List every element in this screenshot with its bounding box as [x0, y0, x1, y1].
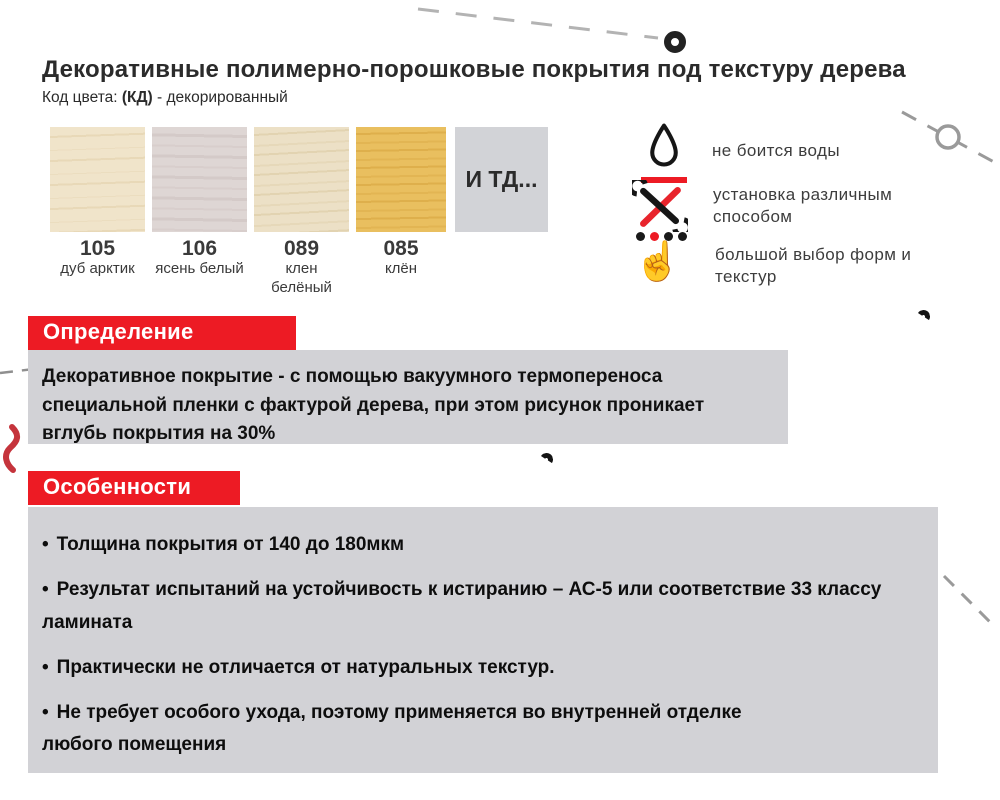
feature-bullet: • Толщина покрытия от 140 до 180мкм	[42, 529, 922, 561]
donut-dot-decoration	[664, 31, 686, 53]
feature-bullet: • Результат испытаний на устойчивость к истиранию – АС-5 или соответствие 33 классу ламината	[42, 574, 922, 639]
swatch-name: дуб арктик	[60, 260, 135, 278]
feature-label: установка различным способом	[713, 185, 893, 227]
wood-swatch-089	[254, 127, 349, 232]
swatch-caption	[152, 237, 247, 279]
feature-choice-of-forms	[634, 230, 945, 288]
feature-label: не боится воды	[712, 141, 840, 160]
dashed-line-decoration-top	[412, 0, 664, 46]
swatch-caption	[254, 237, 349, 298]
definition-heading: Определение	[28, 316, 296, 350]
selection-dots	[636, 232, 687, 241]
color-code-subtitle	[42, 89, 288, 107]
wood-swatch-085	[356, 127, 446, 232]
swatch-caption	[50, 237, 145, 279]
features-heading: Особенности	[28, 471, 240, 505]
wood-swatch-106	[152, 127, 247, 232]
swatch-code: 105	[79, 237, 116, 260]
etc-swatch-placeholder	[455, 127, 548, 232]
swatch-code: 106	[181, 237, 218, 260]
pointing-hand-icon	[634, 230, 687, 281]
swatch-caption	[356, 237, 446, 279]
comma-decoration	[916, 309, 931, 324]
swatch-name: ясень белый	[155, 260, 244, 278]
crossed-tools-icon	[632, 180, 688, 237]
feature-bullet: • Не требует особого ухода, поэтому применяется во внутренней отделке любого помещения	[42, 697, 782, 762]
red-squiggle-decoration	[1, 424, 29, 474]
feature-label: большой выбор форм и текстур	[715, 245, 912, 287]
dashed-line-decoration-bottom-right	[938, 566, 1000, 634]
swatch-code: 089	[283, 237, 320, 260]
feature-installation	[632, 180, 933, 237]
features-box	[28, 507, 938, 773]
definition-box	[28, 350, 788, 444]
comma-decoration	[539, 452, 554, 467]
feature-water-resistant	[640, 122, 912, 183]
hand-glyph: ☝	[634, 241, 682, 283]
definition-text: Декоративное покрытие - с помощью вакуумного термопереноса специальной пленки с фактурой дерева, при этом рисунок проникает вглубь покрытия на 30%	[42, 366, 705, 444]
swatch-name: клён	[384, 260, 418, 278]
etc-label: И ТД...	[465, 166, 538, 192]
water-drop-icon	[640, 122, 688, 183]
swatch-name: клен белёный	[271, 260, 332, 296]
features-list	[42, 529, 922, 762]
subtitle-suffix: - декорированный	[152, 89, 288, 106]
feature-bullet: • Практически не отличается от натуральных текстур.	[42, 652, 922, 684]
subtitle-prefix: Код цвета:	[42, 89, 122, 106]
page-title: Декоративные полимерно-порошковые покрытия под текстуру дерева	[42, 56, 906, 83]
wood-swatch-105	[50, 127, 145, 232]
swatch-code: 085	[383, 237, 419, 260]
subtitle-code: (КД)	[121, 89, 153, 106]
